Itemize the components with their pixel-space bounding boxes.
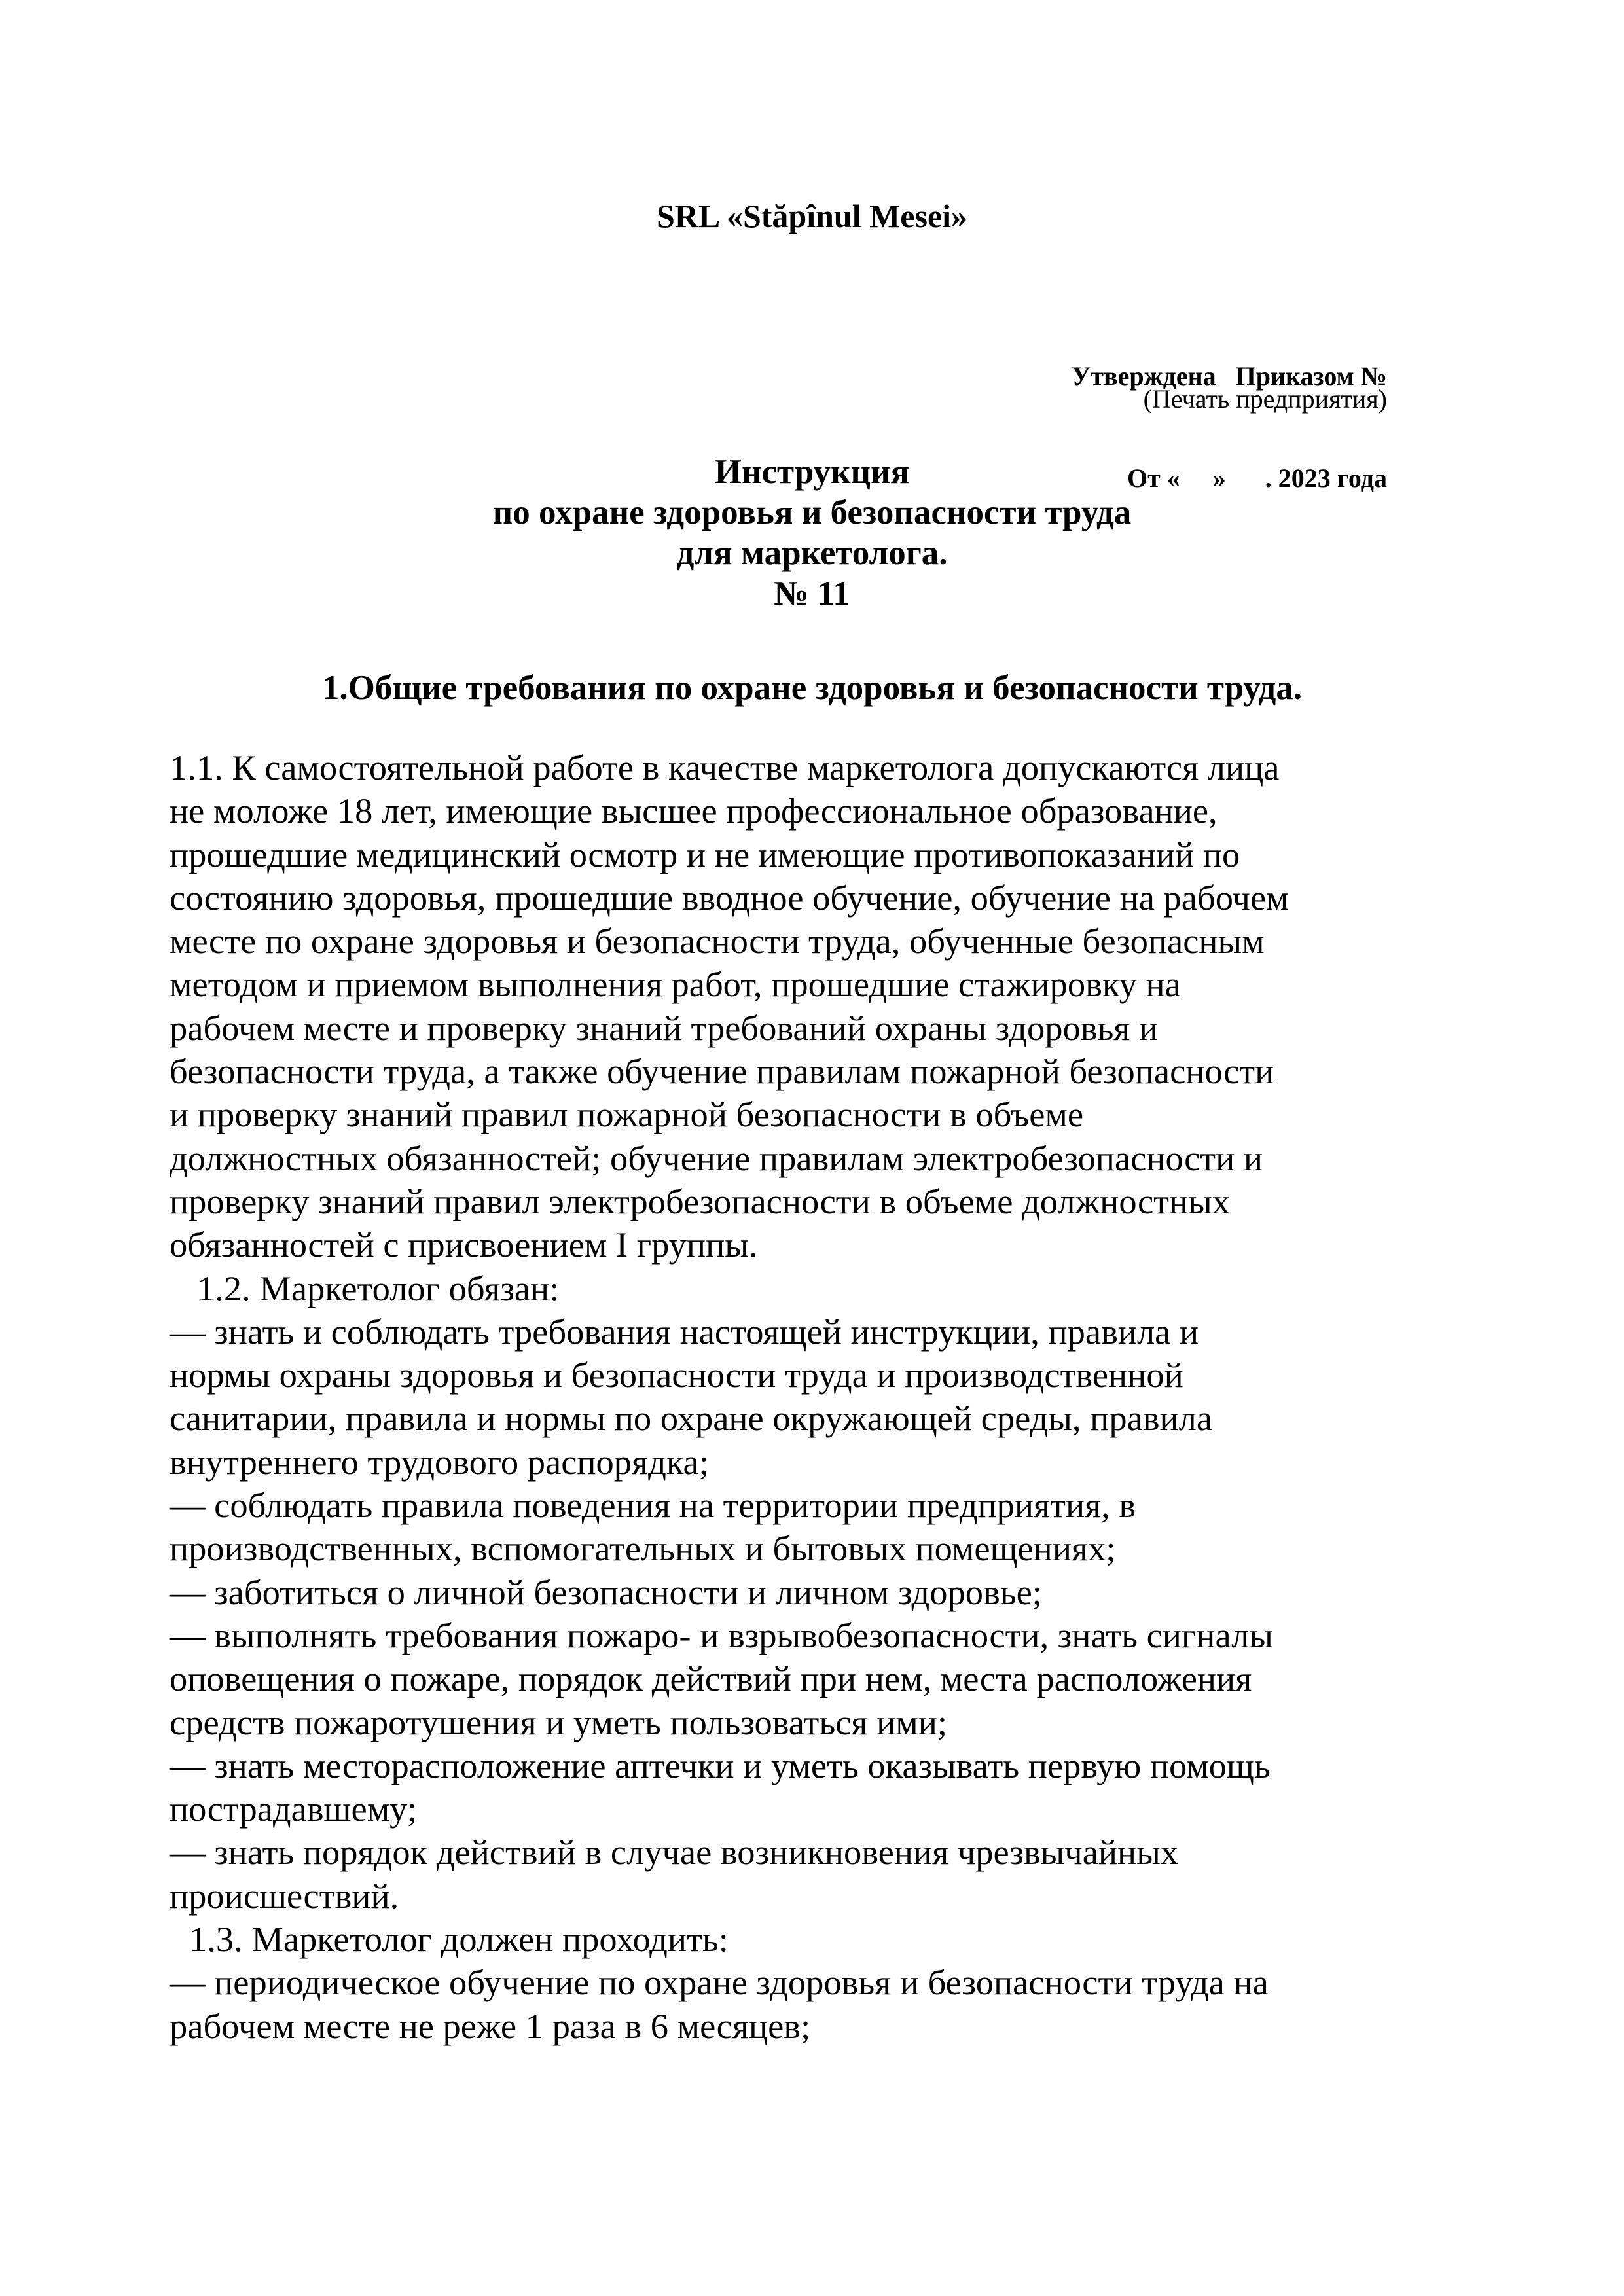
body-line: нормы охраны здоровья и безопасности труда и производственной [170,1355,1183,1395]
body-line: пострадавшему; [170,1789,417,1829]
body-line: рабочем месте и проверку знаний требований охраны здоровья и [170,1007,1159,1048]
clause-1-2-heading: 1.2. Маркетолог обязан: [197,1268,560,1308]
clause-1-3-heading: 1.3. Маркетолог должен проходить: [189,1919,729,1960]
body-line: — знать и соблюдать требования настоящей инструкции, правила и [170,1311,1199,1352]
body-line: обязанностей с присвоением I группы. [170,1225,758,1265]
body-line: должностных обязанностей; обучение правилам электробезопасности и [170,1138,1263,1178]
body-line: оповещения о пожаре, порядок действий при нем, места расположения [170,1659,1252,1699]
body-line: не моложе 18 лет, имеющие высшее профессиональное образование, [170,791,1218,831]
body-line: методом и приемом выполнения работ, прошедшие стажировку на [170,964,1181,1005]
body-line: прошедшие медицинский осмотр и не имеющие противопоказаний по [170,834,1240,874]
body-line: — знать порядок действий в случае возникновения чрезвычайных [170,1832,1179,1873]
title-line-1: Инструкция [714,453,910,491]
body-line: средств пожаротушения и уметь пользоваться ими; [170,1702,948,1742]
section-1-heading: 1.Общие требования по охране здоровья и безопасности труда. [321,669,1303,707]
approval-order-line: Утверждена Приказом № [1071,361,1387,391]
body-line: проверку знаний правил электробезопасности в объеме должностных [170,1181,1230,1221]
title-number: № 11 [774,575,850,613]
section-1-body [170,746,1453,2048]
body-line: санитарии, правила и нормы по охране окружающей среды, правила [170,1398,1213,1439]
body-line: — периодическое обучение по охране здоровья и безопасности труда на [170,1962,1269,2003]
body-line: рабочем месте не реже 1 раза в 6 месяцев; [170,2005,811,2046]
body-line: — соблюдать правила поведения на территории предприятия, в [170,1485,1136,1526]
body-line: внутреннего трудового распорядка; [170,1441,709,1482]
company-name: SRL «Stăpînul Mesei» [656,198,968,234]
body-line: 1.1. К самостоятельной работе в качестве маркетолога допускаются лица [170,747,1280,787]
body-line: производственных, вспомогательных и бытовых помещениях; [170,1528,1116,1569]
body-line: состоянию здоровья, прошедшие вводное обучение, обучение на рабочем [170,877,1289,918]
body-line: месте по охране здоровья и безопасности труда, обученные безопасным [170,921,1265,961]
body-line: происшествий. [170,1875,399,1916]
approval-date-line: От « » . 2023 года [1127,463,1387,493]
body-line: безопасности труда, а также обучение правилам пожарной безопасности [170,1051,1274,1092]
body-line: — заботиться о личной безопасности и личном здоровье; [170,1571,1042,1612]
body-line: — знать месторасположение аптечки и уметь оказывать первую помощь [170,1745,1271,1785]
document-title [0,452,1624,614]
stamp-placeholder: (Печать предприятия) [1143,384,1387,414]
title-line-3: для маркетолога. [676,534,948,572]
body-line: и проверку знаний правил пожарной безопасности в объеме [170,1094,1084,1135]
body-line: — выполнять требования пожаро- и взрывобезопасности, знать сигналы [170,1615,1273,1655]
title-line-2: по охране здоровья и безопасности труда [492,493,1132,531]
